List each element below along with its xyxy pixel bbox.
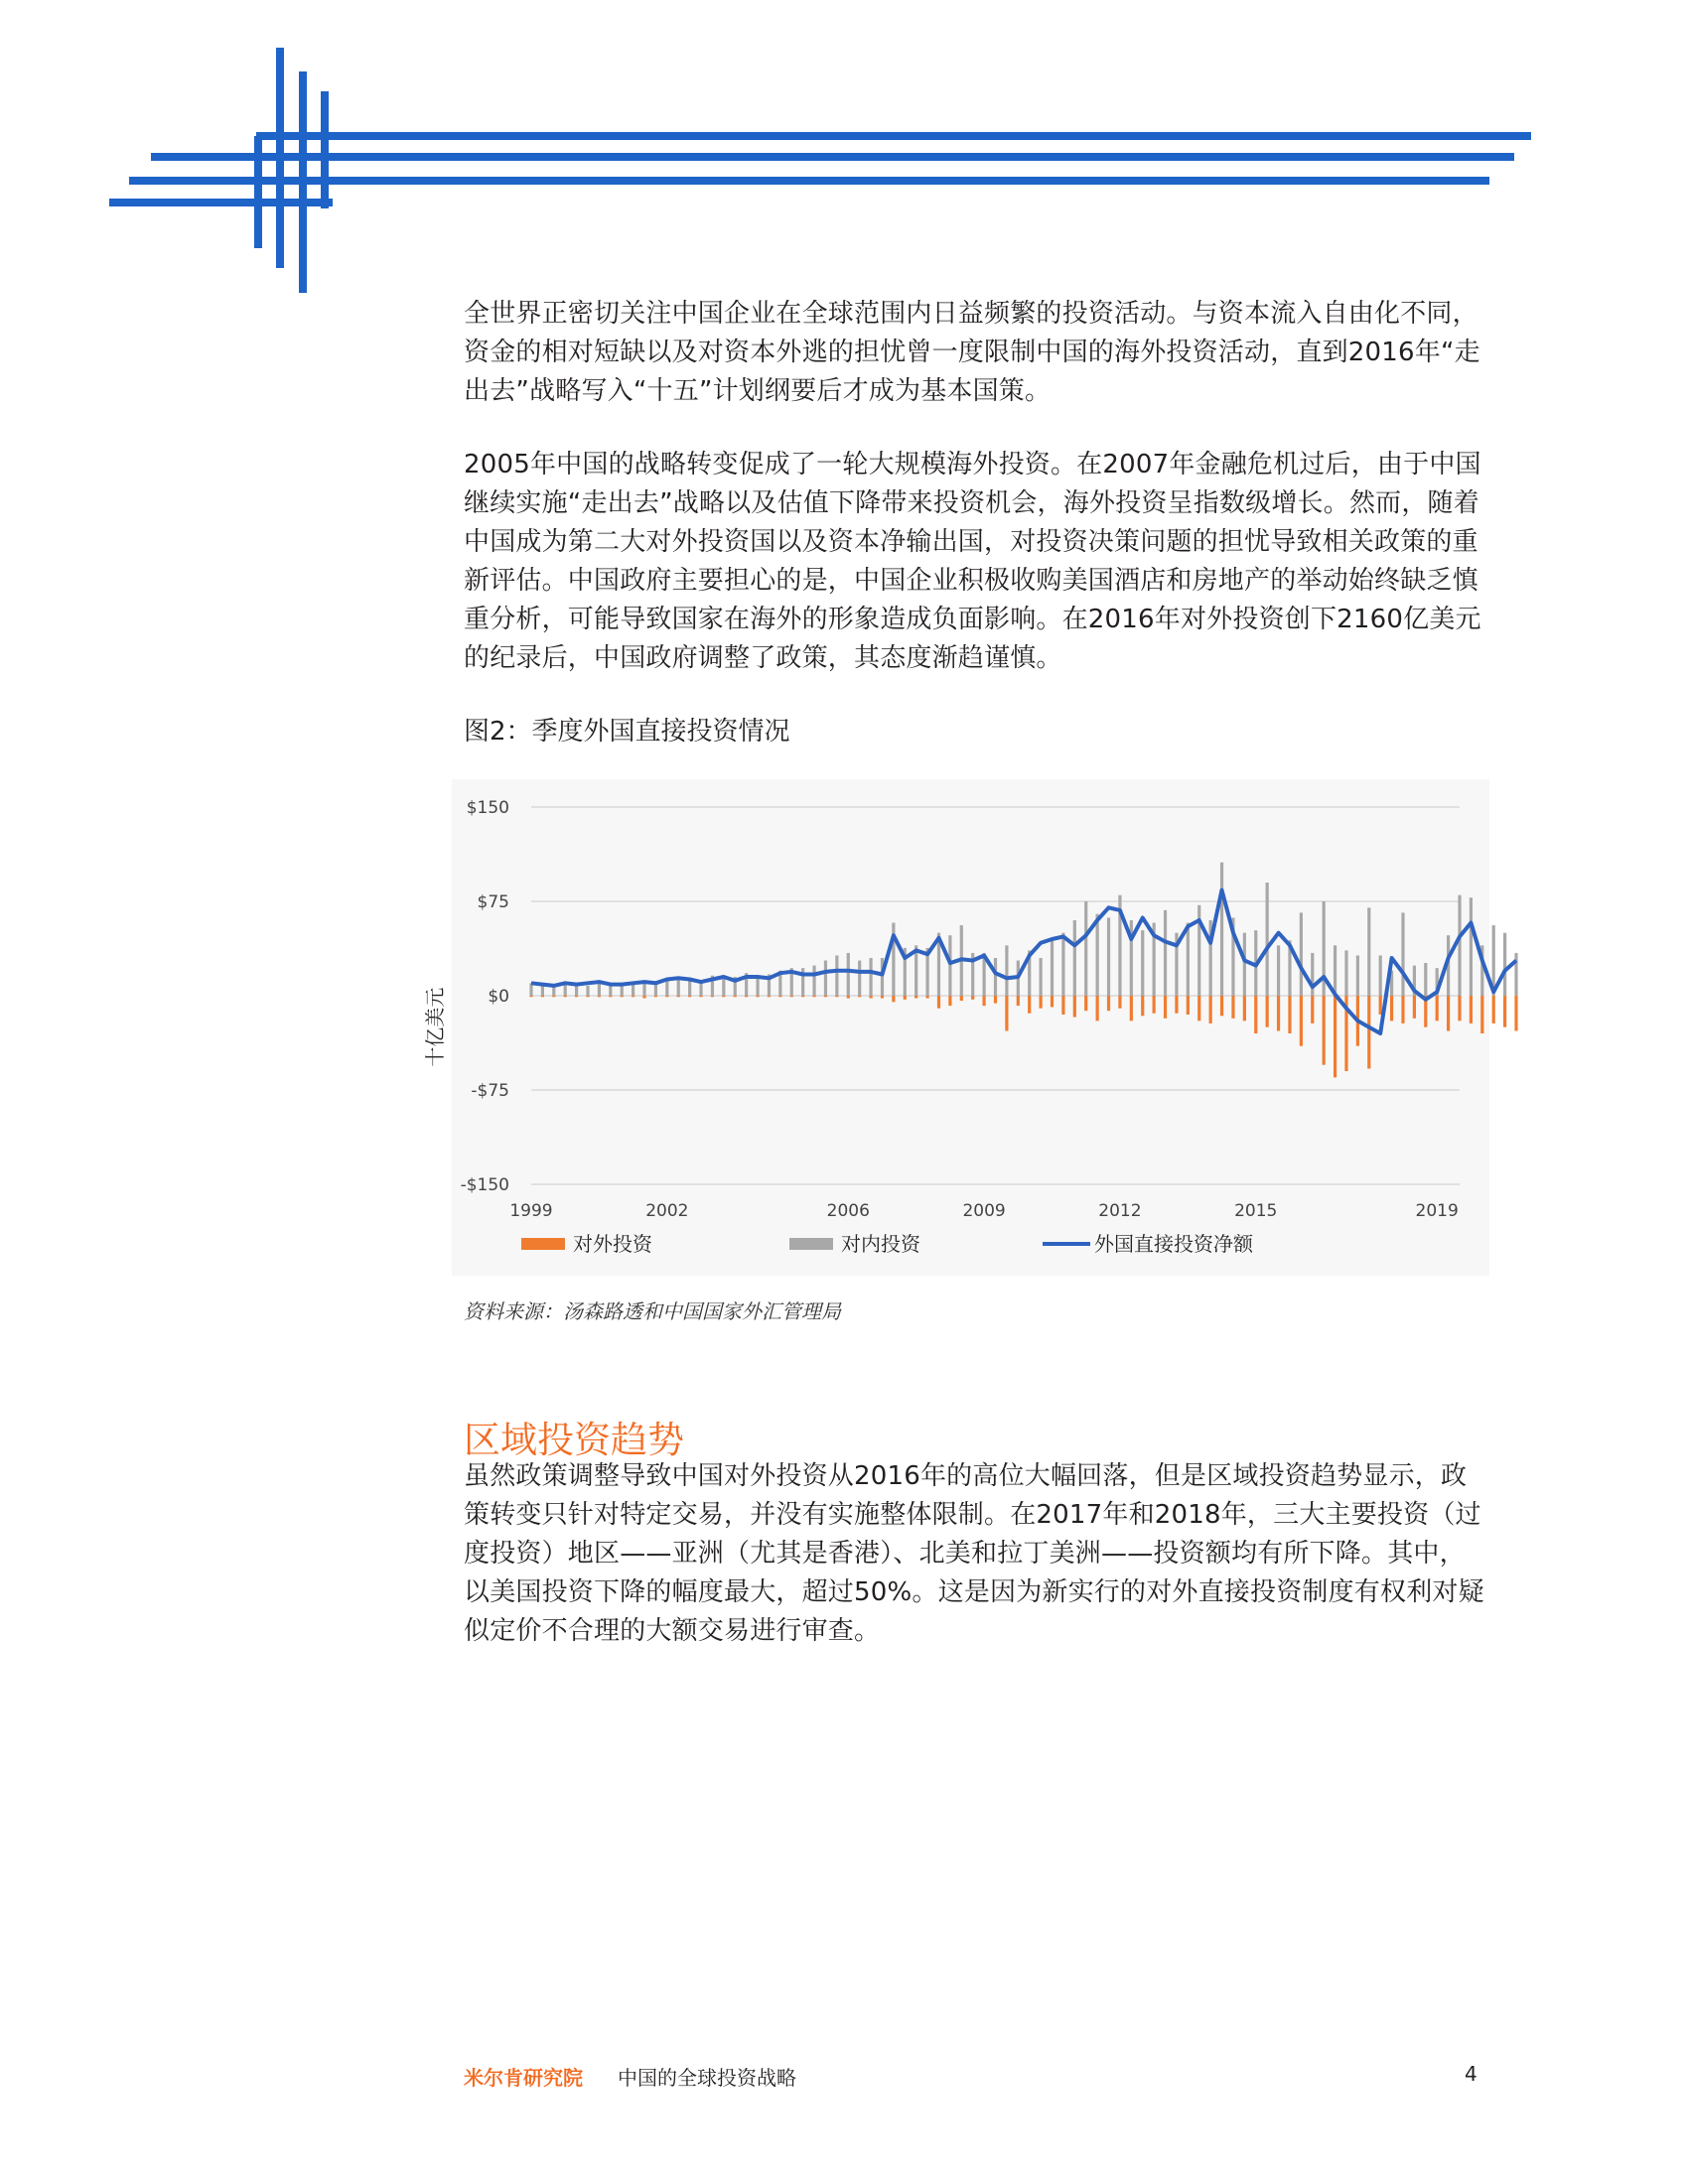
outbound-bar xyxy=(960,996,963,1001)
outbound-bar xyxy=(609,996,612,997)
outbound-bar xyxy=(1503,996,1506,1027)
outbound-bar xyxy=(552,996,555,997)
y-tick-label: $75 xyxy=(477,892,509,912)
inbound-bar xyxy=(1040,958,1043,996)
intro-paragraph: 全世界正密切关注中国企业在全球范围内日益频繁的投资活动。与资本流入自由化不同，资金的相对短缺以及对资本外逃的担忧曾一度限制中国的海外投资活动，直到2016年“走出去”战略写入“十五”计划纲要后才成为基本国策。 xyxy=(464,299,1480,406)
outbound-bar xyxy=(1118,996,1121,1009)
inbound-bar xyxy=(1084,901,1087,996)
inbound-bar xyxy=(1220,863,1223,996)
outbound-bar xyxy=(1187,996,1190,1015)
outbound-bar xyxy=(1209,996,1212,1024)
outbound-bar xyxy=(1254,996,1257,1033)
inbound-bar xyxy=(1277,945,1280,996)
outbound-bar xyxy=(1367,996,1370,1068)
outbound-bar xyxy=(1040,996,1043,1009)
chart-svg xyxy=(423,779,1489,1276)
outbound-bar xyxy=(858,996,861,997)
inbound-bar xyxy=(1164,910,1167,996)
legend-net-label: 外国直接投资净额 xyxy=(1094,1232,1253,1256)
x-tick-label: 2012 xyxy=(1098,1201,1142,1221)
outbound-bar xyxy=(1243,996,1246,1021)
outbound-bar xyxy=(1141,996,1144,1016)
outbound-bar xyxy=(598,996,601,997)
x-tick-label: 2015 xyxy=(1234,1201,1278,1221)
outbound-bar xyxy=(654,996,657,997)
inbound-bar xyxy=(847,953,850,996)
outbound-bar xyxy=(881,996,884,999)
inbound-bar xyxy=(1107,917,1110,996)
inbound-bar xyxy=(858,961,861,996)
legend-inbound-swatch xyxy=(789,1238,833,1250)
inbound-bar xyxy=(1243,933,1246,996)
inbound-bar xyxy=(1187,923,1190,996)
outbound-bar xyxy=(790,996,793,997)
outbound-bar xyxy=(937,996,940,1009)
outbound-bar xyxy=(642,996,645,999)
outbound-bar xyxy=(914,996,917,999)
footer-document-title: 中国的全球投资战略 xyxy=(618,2066,796,2090)
y-tick-label: $0 xyxy=(488,987,509,1007)
outbound-bar xyxy=(1107,996,1110,1011)
header-vertical-lines xyxy=(258,48,325,293)
x-tick-label: 2009 xyxy=(962,1201,1006,1221)
inbound-bar xyxy=(1096,914,1099,996)
outbound-bar xyxy=(948,996,951,1006)
footer-organization: 米尔肯研究院 xyxy=(464,2066,583,2090)
inbound-bar xyxy=(1356,955,1359,996)
figure-caption: 图2：季度外国直接投资情况 xyxy=(464,717,790,747)
inbound-bar xyxy=(812,966,815,996)
inbound-bar xyxy=(1367,907,1370,996)
legend-outbound-swatch xyxy=(521,1238,565,1250)
outbound-bar xyxy=(1017,996,1020,1006)
outbound-bar xyxy=(1028,996,1031,1014)
outbound-bar xyxy=(801,996,804,997)
outbound-bar xyxy=(756,996,759,997)
outbound-bar xyxy=(1220,996,1223,1016)
outbound-bar xyxy=(632,996,634,997)
x-tick-label: 2019 xyxy=(1415,1201,1459,1221)
inbound-bar xyxy=(598,983,601,996)
outbound-bar xyxy=(824,996,827,997)
inbound-bar xyxy=(824,961,827,996)
outbound-bar xyxy=(586,996,589,997)
outbound-bar xyxy=(1436,996,1439,1021)
outbound-bar xyxy=(1323,996,1326,1065)
outbound-bar xyxy=(1288,996,1291,1033)
outbound-bar xyxy=(677,996,680,997)
outbound-bar xyxy=(835,996,838,997)
outbound-bar xyxy=(971,996,974,1000)
inbound-bar xyxy=(677,978,680,996)
outbound-bar xyxy=(699,996,702,997)
outbound-bar xyxy=(1231,996,1234,1019)
inbound-bar xyxy=(1073,920,1076,996)
inbound-bar xyxy=(1503,933,1506,996)
outbound-bar xyxy=(1447,996,1450,1030)
outbound-bar xyxy=(1266,996,1269,1027)
inbound-bar xyxy=(1344,950,1347,996)
outbound-bar xyxy=(812,996,815,997)
outbound-bar xyxy=(1480,996,1483,1033)
outbound-bar xyxy=(564,996,567,997)
inbound-bar xyxy=(1401,912,1404,996)
outbound-bar xyxy=(1334,996,1336,1077)
chart-legend xyxy=(521,1232,1254,1256)
legend-outbound-label: 对外投资 xyxy=(573,1232,652,1256)
source-note: 资料来源：汤森路透和中国国家外汇管理局 xyxy=(464,1299,841,1323)
inbound-bar xyxy=(688,980,691,996)
outbound-bar xyxy=(1153,996,1156,1014)
outbound-bar xyxy=(1514,996,1517,1030)
inbound-bar xyxy=(948,935,951,996)
outbound-bar xyxy=(1175,996,1178,1014)
outbound-bar xyxy=(1379,996,1382,1015)
inbound-bar xyxy=(1005,945,1008,996)
x-tick-label: 2002 xyxy=(645,1201,689,1221)
outbound-bar xyxy=(904,996,907,1000)
inbound-bar xyxy=(1470,897,1473,996)
outbound-bar xyxy=(1061,996,1064,1015)
inbound-bar xyxy=(1300,912,1303,996)
outbound-bar xyxy=(892,996,895,1002)
outbound-bar xyxy=(529,996,532,997)
y-tick-label: $150 xyxy=(466,798,509,818)
outbound-bar xyxy=(778,996,781,997)
outbound-bar xyxy=(711,996,714,997)
outbound-bar xyxy=(1470,996,1473,1024)
outbound-bar xyxy=(722,996,725,997)
outbound-bar xyxy=(1084,996,1087,1011)
outbound-bar xyxy=(1300,996,1303,1046)
inbound-bar xyxy=(1424,963,1427,996)
inbound-bar xyxy=(722,978,725,996)
inbound-bar xyxy=(869,958,872,996)
outbound-bar xyxy=(1401,996,1404,1024)
outbound-bar xyxy=(847,996,850,999)
outbound-bar xyxy=(1458,996,1461,1021)
page-number: 4 xyxy=(1465,2062,1477,2086)
outbound-bar xyxy=(1390,996,1393,1021)
outbound-bar xyxy=(994,996,997,1004)
outbound-bar xyxy=(869,996,872,999)
outbound-bar xyxy=(982,996,985,1006)
outbound-bar xyxy=(1311,996,1314,1024)
outbound-bar xyxy=(1164,996,1167,1019)
inbound-bar xyxy=(1061,933,1064,996)
outbound-bar xyxy=(1096,996,1099,1021)
inbound-bar xyxy=(1311,953,1314,996)
outbound-bar xyxy=(745,996,748,997)
chart-axes xyxy=(423,798,1459,1221)
outbound-bar xyxy=(688,996,691,997)
outbound-bar xyxy=(1413,996,1416,1019)
outbound-bar xyxy=(1005,996,1008,1030)
outbound-bar xyxy=(665,996,668,997)
outbound-bar xyxy=(621,996,624,997)
regional-trend-paragraph: 虽然政策调整导致中国对外投资从2016年的高位大幅回落，但是区域投资趋势显示，政策转变只针对特定交易，并没有实施整体限制。在2017年和2018年，三大主要投资（过度投资）地区——亚洲（尤其是香港）、北美和拉丁美洲——投资额均有所下降。其中，以美国投资下降的幅度最大，超过50%。这是因为新实行的对外直接投资制度有权利对疑似定价不合理的大额交易进行审查。 xyxy=(464,1461,1484,1646)
y-tick-label: -$75 xyxy=(471,1081,509,1101)
outbound-bar xyxy=(925,996,928,999)
inbound-bar xyxy=(586,986,589,996)
inbound-bar xyxy=(1379,955,1382,996)
x-tick-label: 1999 xyxy=(509,1201,553,1221)
inbound-bar xyxy=(1458,895,1461,996)
header-decoration xyxy=(0,0,1688,318)
inbound-bar xyxy=(835,955,838,996)
inbound-bar xyxy=(665,981,668,996)
outbound-bar xyxy=(575,996,578,997)
outbound-bar xyxy=(1197,996,1200,1021)
outbound-bar xyxy=(734,996,737,997)
outbound-bar xyxy=(1051,996,1054,1007)
y-tick-label: -$150 xyxy=(460,1175,509,1195)
outbound-bar xyxy=(1130,996,1133,1021)
inbound-bar xyxy=(994,958,997,996)
outbound-bar xyxy=(1073,996,1076,1018)
inbound-bar xyxy=(1334,945,1336,996)
inbound-bar xyxy=(1141,930,1144,996)
x-tick-label: 2006 xyxy=(826,1201,870,1221)
outbound-bar xyxy=(768,996,771,997)
outbound-bar xyxy=(1492,996,1495,1024)
legend-inbound-label: 对内投资 xyxy=(841,1232,920,1256)
inbound-bar xyxy=(1051,939,1054,996)
strategy-paragraph: 2005年中国的战略转变促成了一轮大规模海外投资。在2007年金融危机过后，由于中国继续实施“走出去”战略以及估值下降带来投资机会，海外投资呈指数级增长。然而，随着中国成为第二大对外投资国以及资本净输出国，对投资决策问题的担忧导致相关政策的重新评估。中国政府主要担心的是，中国企业积极收购美国酒店和房地产的举动始终缺乏慎重分析，可能导致国家在海外的形象造成负面影响。在2016年对外投资创下2160亿美元的纪录后，中国政府调整了政策，其态度渐趋谨慎。 xyxy=(464,450,1481,673)
y-axis-label: 十亿美元 xyxy=(423,987,447,1067)
outbound-bar xyxy=(541,996,544,997)
section-heading: 区域投资趋势 xyxy=(464,1419,684,1461)
inbound-bar xyxy=(1266,883,1269,996)
outbound-bar xyxy=(1277,996,1280,1030)
fdi-chart xyxy=(423,779,1489,1276)
